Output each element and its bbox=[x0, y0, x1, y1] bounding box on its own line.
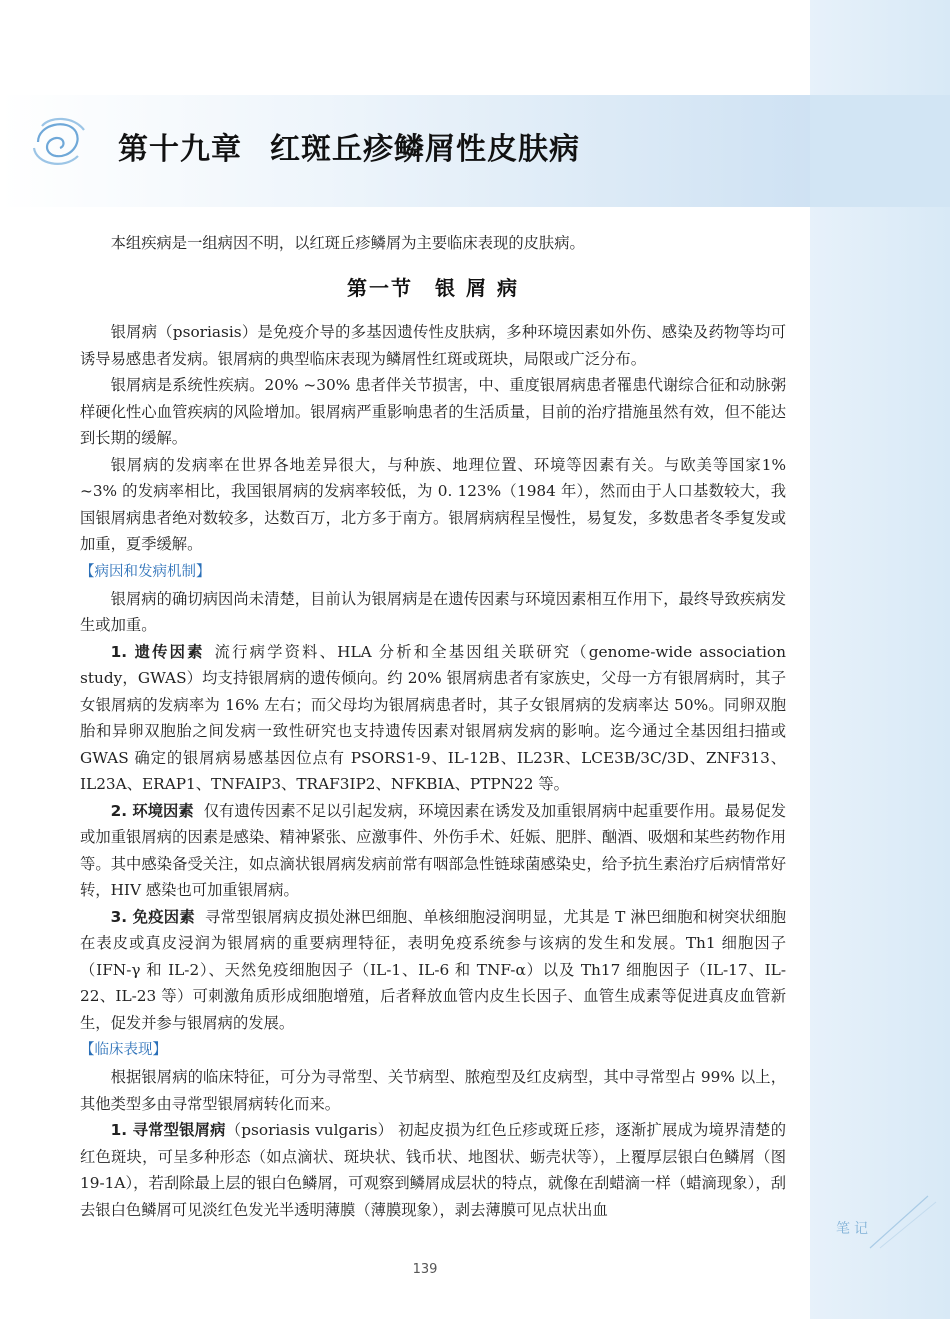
chapter-header-band-margin bbox=[810, 95, 950, 207]
paragraph: 银屑病是系统性疾病。20% ~30% 患者伴关节损害，中、重度银屑病患者罹患代谢综合征和动脉粥样硬化性心血管疾病的风险增加。银屑病严重影响患者的生活质量，目前的治疗措施虽然有效，但不能达到长期的缓解。 bbox=[80, 376, 786, 447]
margin-note-label: 笔记 bbox=[836, 1221, 872, 1237]
clinical-item-vulgaris bbox=[80, 1117, 786, 1223]
paragraph: 银屑病的发病率在世界各地差异很大，与种族、地理位置、环境等因素有关。与欧美等国家1% ~3% 的发病率相比，我国银屑病的发病率较低，为 0. 123%（1984 年），然而由于人口基数较大，我国银屑病患者绝对数较多，达数百万，北方多于南方。银屑病病程呈慢性，易复发，多数患者冬季复发或加重，夏季缓解。 bbox=[80, 455, 786, 553]
etiology-item-genetic bbox=[80, 639, 786, 798]
page-number: 139 bbox=[412, 1262, 438, 1277]
clinical-heading: 【临床表现】 bbox=[80, 1042, 167, 1058]
chapter-intro: 本组疾病是一组病因不明，以红斑丘疹鳞屑为主要临床表现的皮肤病。 bbox=[110, 234, 585, 252]
item-label: 1. 寻常型银屑病 bbox=[110, 1121, 226, 1139]
item-label: 1. 遗传因素 bbox=[110, 642, 205, 661]
clinical-intro: 根据银屑病的临床特征，可分为寻常型、关节病型、脓疱型及红皮病型，其中寻常型占 99% 以上，其他类型多由寻常型银屑病转化而来。 bbox=[80, 1068, 786, 1113]
section-name: 银 屑 病 bbox=[435, 275, 519, 300]
item-text: 流行病学资料、HLA 分析和全基因组关联研究（genome-wide association study，GWAS）均支持银屑病的遗传倾向。约 20% 银屑病患者有家族史，父母一方有银屑病时，其子女银屑病的发病率为 16% 左右；而父母均为银屑病患者时，其子女银屑病的发病率达 50%。同卵双胞胎和异卵双胞胎之间发病一致性研究也支持遗传因素对银屑病发病的影响。迄今通过全基因组扫描或 GWAS 确定的银屑病易感基因位点有 PSORS1-9、IL-12B、IL23R、LCE3B/3C/3D、ZNF313、IL23A、ERAP1、TNFAIP3、TRAF3IP2、NFKBIA、PTPN22 等。 bbox=[80, 642, 786, 793]
section-number: 第一节 bbox=[347, 275, 414, 300]
item-label: 3. 免疫因素 bbox=[110, 907, 195, 926]
chapter-number: 第十九章 bbox=[118, 132, 242, 167]
item-label: 2. 环境因素 bbox=[110, 801, 194, 820]
item-text: 仅有遗传因素不足以引起发病，环境因素在诱发及加重银屑病中起重要作用。最易促发或加重银屑病的因素是感染、精神紧张、应激事件、外伤手术、妊娠、肥胖、酗酒、吸烟和某些药物作用等。其中感染备受关注，如点滴状银屑病发病前常有咽部急性链球菌感染史，给予抗生素治疗后病情常好转，HIV 感染也可加重银屑病。 bbox=[80, 801, 786, 899]
etiology-item-immune bbox=[80, 904, 786, 1037]
chapter-title bbox=[118, 124, 580, 168]
page-body bbox=[80, 230, 786, 1223]
chapter-name: 红斑丘疹鳞屑性皮肤病 bbox=[270, 132, 580, 167]
section-title bbox=[80, 275, 786, 302]
item-text: （psoriasis vulgaris） 初起皮损为红色丘疹或斑丘疹，逐渐扩展成为境界清楚的红色斑块，可呈多种形态（如点滴状、斑块状、钱币状、地图状、蛎壳状等），上覆厚层银白色鳞屑（图 19-1A），若刮除最上层的银白色鳞屑，可观察到鳞屑成层状的特点，就像在刮蜡滴一样（蜡滴现象），刮去银白色鳞屑可见淡红色发光半透明薄膜（薄膜现象），剥去薄膜可见点状出血 bbox=[80, 1121, 787, 1219]
etiology-intro: 银屑病的确切病因尚未清楚，目前认为银屑病是在遗传因素与环境因素相互作用下，最终导致疾病发生或加重。 bbox=[80, 589, 786, 634]
item-text: 寻常型银屑病皮损处淋巴细胞、单核细胞浸润明显，尤其是 T 淋巴细胞和树突状细胞在表皮或真皮浸润为银屑病的重要病理特征，表明免疫系统参与该病的发生和发展。Th1 细胞因子（IFN-γ 和 IL-2）、天然免疫细胞因子（IL-1、IL-6 和 TNF-α）以及 Th17 细胞因子（IL-17、IL-22、IL-23 等）可刺激角质形成细胞增殖，后者释放血管内皮生长因子、血管生成素等促进真皮血管新生，促发并参与银屑病的发展。 bbox=[80, 907, 786, 1032]
etiology-heading: 【病因和发病机制】 bbox=[80, 563, 211, 580]
chapter-swirl-icon bbox=[30, 112, 90, 172]
paragraph: 银屑病（psoriasis）是免疫介导的多基因遗传性皮肤病，多种环境因素如外伤、感染及药物等均可诱导易感患者发病。银屑病的典型临床表现为鳞屑性红斑或斑块，局限或广泛分布。 bbox=[80, 323, 786, 368]
etiology-item-environment bbox=[80, 798, 786, 904]
